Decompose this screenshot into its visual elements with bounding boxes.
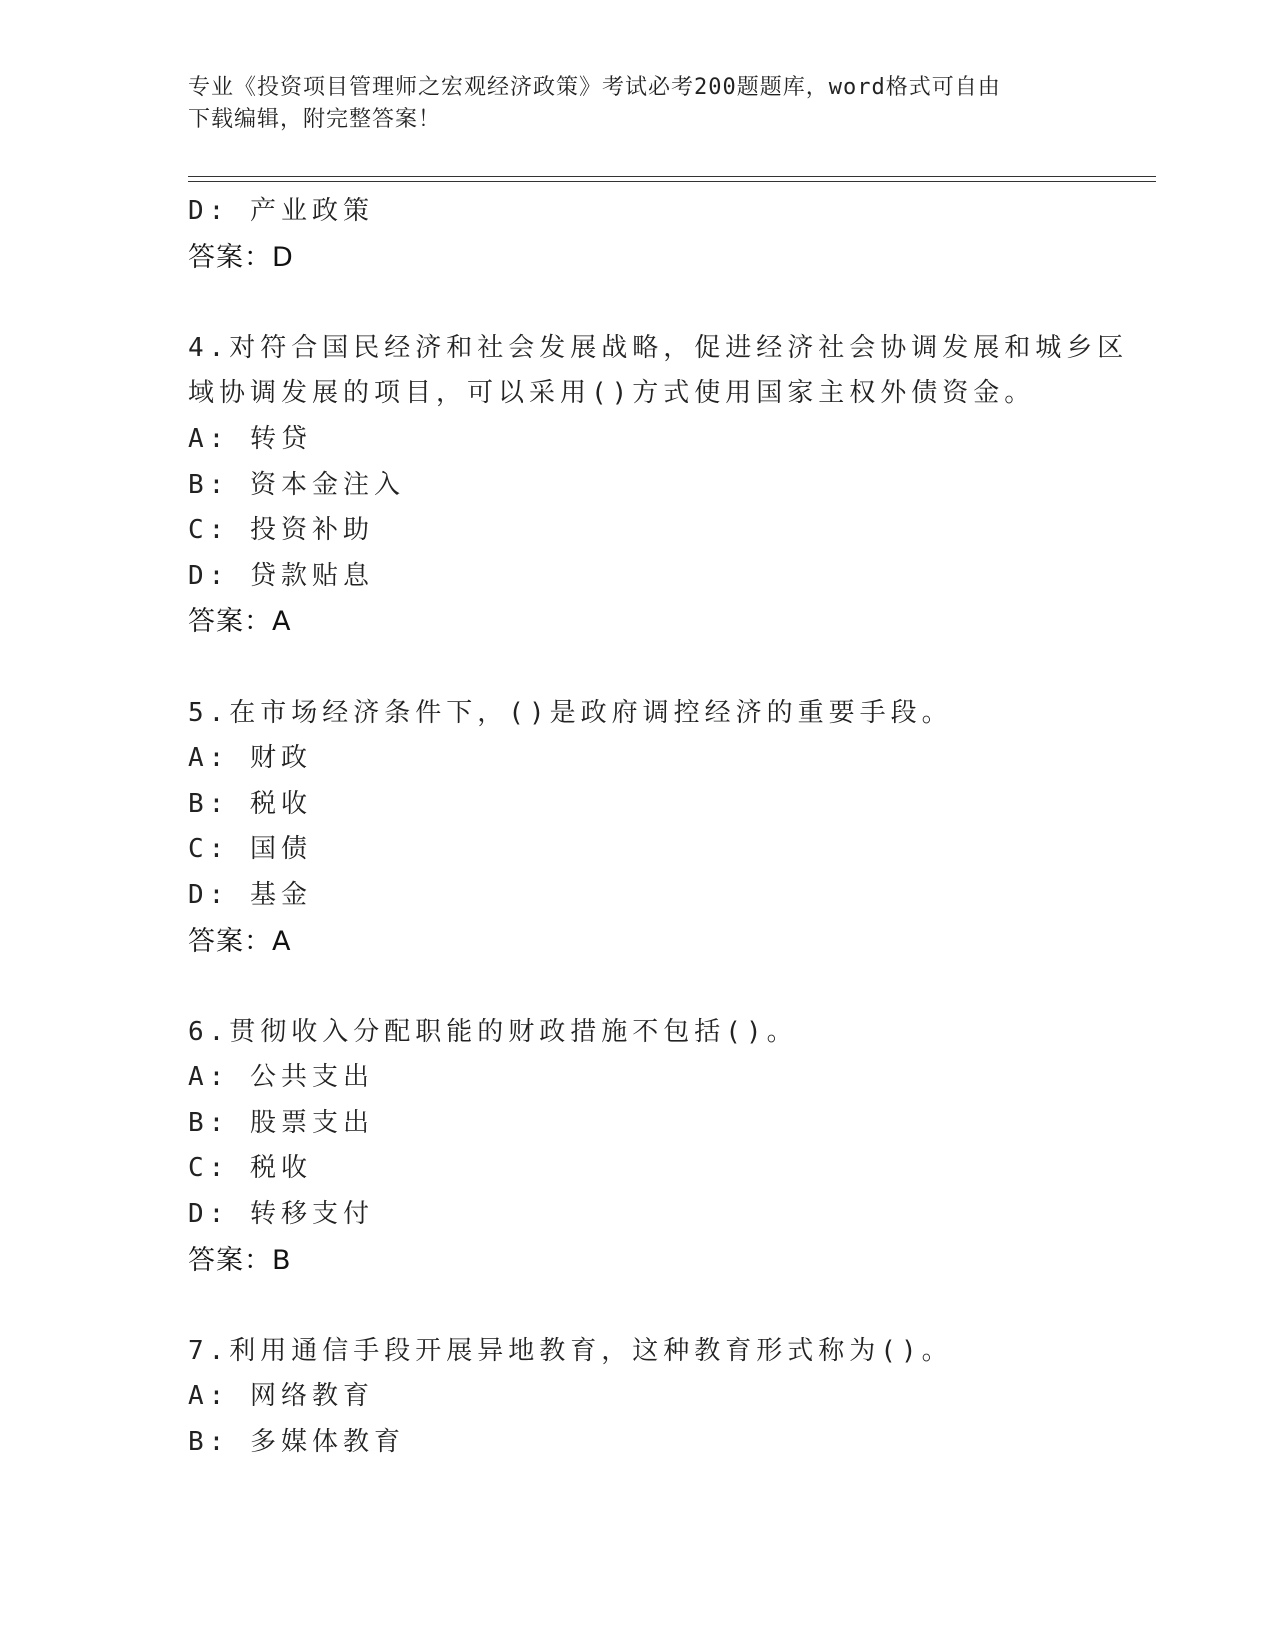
question-list [188, 189, 1129, 1466]
question-6 [188, 1010, 1088, 1284]
option-a: A: 转贷 [188, 423, 312, 454]
header-divider-top [188, 176, 1156, 177]
question-text-line-1: 7.利用通信手段开展异地教育，这种教育形式称为()。 [188, 1335, 953, 1366]
spacer [188, 964, 1088, 1010]
spacer [188, 280, 1088, 326]
spacer [188, 1283, 1088, 1329]
option-b: B: 多媒体教育 [188, 1427, 405, 1458]
option-c: C: 投资补助 [188, 515, 374, 546]
spacer [188, 645, 1088, 691]
header-line-2: 下载编辑，附完整答案！ [188, 107, 442, 132]
question-text-line-2: 域协调发展的项目，可以采用()方式使用国家主权外债资金。 [188, 378, 1036, 409]
question-7 [188, 1329, 1088, 1466]
answer: 答案：A [188, 925, 292, 957]
option-d: D: 贷款贴息 [188, 560, 374, 591]
option-d: D: 产业政策 [188, 196, 374, 226]
header-divider-bottom [188, 181, 1156, 182]
header-line-1: 专业《投资项目管理师之宏观经济政策》考试必考200题题库，word格式可自由 [188, 75, 1001, 100]
option-b: B: 股票支出 [188, 1107, 374, 1138]
question-text-line-1: 5.在市场经济条件下，()是政府调控经济的重要手段。 [188, 697, 953, 728]
document-header [188, 72, 1088, 136]
option-a: A: 公共支出 [188, 1062, 374, 1093]
option-b: B: 资本金注入 [188, 469, 405, 500]
option-a: A: 网络教育 [188, 1381, 374, 1412]
question-text-line-1: 6.贯彻收入分配职能的财政措施不包括()。 [188, 1016, 798, 1047]
answer: 答案：A [188, 606, 292, 638]
option-c: C: 国债 [188, 834, 312, 865]
question-text-line-1: 4.对符合国民经济和社会发展战略，促进经济社会协调发展和城乡区 [188, 332, 1129, 363]
answer: 答案：D [188, 241, 294, 273]
option-c: C: 税收 [188, 1153, 312, 1184]
option-d: D: 转移支付 [188, 1199, 374, 1230]
option-d: D: 基金 [188, 879, 312, 910]
answer: 答案：B [188, 1244, 292, 1276]
option-a: A: 财政 [188, 743, 312, 774]
option-b: B: 税收 [188, 788, 312, 819]
question-4 [188, 326, 1129, 645]
question-3-tail [188, 189, 1088, 280]
question-5 [188, 691, 1088, 965]
